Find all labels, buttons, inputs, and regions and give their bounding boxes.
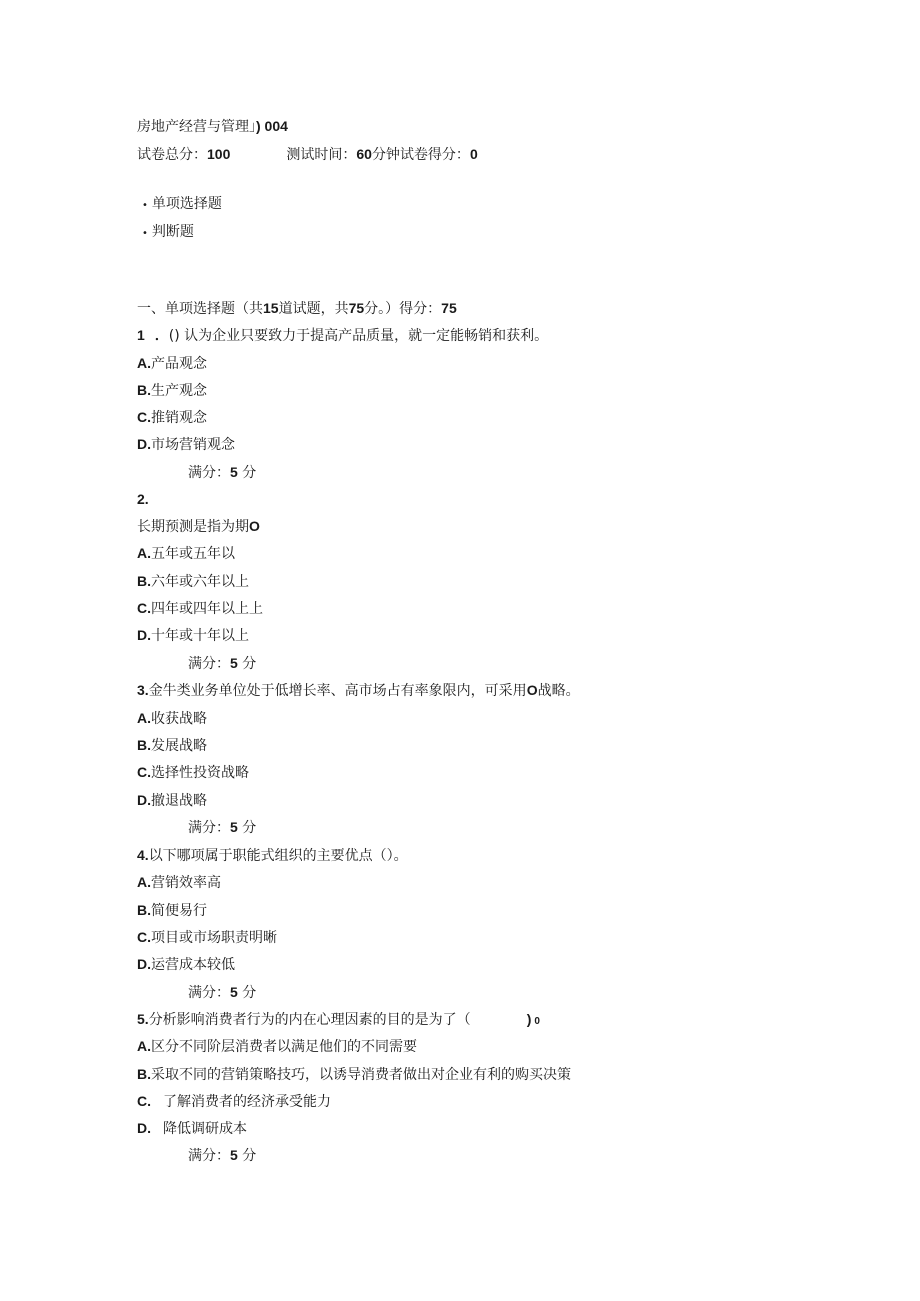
question-number: 4. xyxy=(137,847,149,863)
time-label: 测试时间： xyxy=(286,147,357,163)
section-heading xyxy=(137,298,457,319)
option-key: B. xyxy=(137,573,151,589)
option-key: D. xyxy=(137,792,151,808)
question-1-score xyxy=(188,462,256,483)
section-suffix: 分。）得分： xyxy=(364,301,442,317)
option-text: 市场营销观念 xyxy=(151,437,235,453)
bullet-icon: • xyxy=(142,200,148,211)
option-4d[interactable] xyxy=(137,954,235,975)
option-text: 选择性投资战略 xyxy=(151,765,249,781)
option-key: A. xyxy=(137,545,151,561)
option-4b[interactable] xyxy=(137,900,207,921)
option-text: 运营成本较低 xyxy=(151,957,235,973)
paper-title-code: ) 004 xyxy=(256,118,288,134)
question-text: 长期预测是指为期 xyxy=(137,519,249,535)
question-blank-close: ) xyxy=(526,1011,532,1027)
score-value: 5 xyxy=(230,819,238,835)
question-3 xyxy=(137,680,580,701)
question-blank: O xyxy=(249,518,260,534)
option-text: 降低调研成本 xyxy=(163,1121,247,1137)
option-key: C. xyxy=(137,1093,151,1109)
option-key: B. xyxy=(137,902,151,918)
score-label: 满分： xyxy=(188,465,230,481)
question-text-end: 0 xyxy=(534,1016,540,1027)
paper-info xyxy=(137,144,478,165)
option-text: 十年或十年以上 xyxy=(151,628,249,644)
option-4a[interactable] xyxy=(137,872,221,893)
option-3c[interactable] xyxy=(137,762,249,783)
question-2-score xyxy=(188,653,256,674)
section-score: 75 xyxy=(441,300,457,316)
option-3d[interactable] xyxy=(137,790,207,811)
option-key: D. xyxy=(137,1120,151,1136)
score-unit: 分 xyxy=(242,1148,257,1164)
question-text: 以下哪项属于职能式组织的主要优点（）。 xyxy=(148,848,408,864)
section-mid: 道试题，共 xyxy=(278,301,349,317)
question-dot: ． xyxy=(154,327,169,343)
total-value: 100 xyxy=(207,146,231,162)
option-key: D. xyxy=(137,627,151,643)
option-4c[interactable] xyxy=(137,927,277,948)
option-text: 项目或市场职责明晰 xyxy=(151,930,277,946)
question-text: 分析影响消费者行为的内在心理因素的目的是为了（ xyxy=(148,1012,471,1028)
score-label: 满分： xyxy=(188,985,230,1001)
score-value: 0 xyxy=(469,146,478,162)
option-2b[interactable] xyxy=(137,571,249,592)
option-2a[interactable] xyxy=(137,543,235,564)
option-key: A. xyxy=(137,874,151,890)
paper-title xyxy=(137,116,288,137)
nav-item-label: 判断题 xyxy=(151,224,194,240)
option-text: 简便易行 xyxy=(151,903,207,919)
paper-title-text: 房地产经营与管理」 xyxy=(137,119,256,135)
section-prefix: 一、单项选择题（共 xyxy=(137,301,263,317)
option-1b[interactable] xyxy=(137,380,207,401)
score-value: 5 xyxy=(230,984,238,1000)
option-text: 区分不同阶层消费者以满足他们的不同需要 xyxy=(151,1039,417,1055)
option-key: C. xyxy=(137,929,151,945)
option-5b[interactable] xyxy=(137,1064,571,1085)
question-5-score xyxy=(188,1145,256,1166)
option-key: A. xyxy=(137,355,151,371)
score-unit: 分 xyxy=(242,820,257,836)
option-key: C. xyxy=(137,764,151,780)
option-text: 了解消费者的经济承受能力 xyxy=(163,1094,331,1110)
option-1c[interactable] xyxy=(137,407,207,428)
option-text: 产品观念 xyxy=(151,356,207,372)
option-key: C. xyxy=(137,409,151,425)
question-text-end: 战略。 xyxy=(537,683,580,699)
time-unit: 分钟 xyxy=(371,147,400,163)
score-label: 满分： xyxy=(188,820,230,836)
question-blank: O xyxy=(526,682,538,698)
nav-item-true-false[interactable] xyxy=(142,222,194,244)
option-key: D. xyxy=(137,436,151,452)
question-text: 金牛类业务单位处于低增长率、高市场占有率象限内，可采用 xyxy=(148,683,527,699)
option-text: 六年或六年以上 xyxy=(151,574,249,590)
option-key: B. xyxy=(137,382,151,398)
question-2 xyxy=(137,516,260,537)
option-text: 撤退战略 xyxy=(151,793,207,809)
score-value: 5 xyxy=(230,1147,238,1163)
option-key: A. xyxy=(137,1038,151,1054)
score-value: 5 xyxy=(230,655,238,671)
option-key: C. xyxy=(137,600,151,616)
question-3-score xyxy=(188,817,256,838)
option-text: 生产观念 xyxy=(151,383,207,399)
option-3b[interactable] xyxy=(137,735,207,756)
question-number: 2. xyxy=(137,491,149,507)
score-value: 5 xyxy=(230,464,238,480)
question-4-score xyxy=(188,982,256,1003)
total-label: 试卷总分： xyxy=(137,147,207,163)
time-value: 60 xyxy=(356,146,372,162)
option-5c[interactable] xyxy=(137,1091,331,1112)
option-key: B. xyxy=(137,1066,151,1082)
option-2d[interactable] xyxy=(137,625,249,646)
nav-item-label: 单项选择题 xyxy=(151,196,222,212)
option-text: 营销效率高 xyxy=(151,875,221,891)
question-number: 1 xyxy=(137,327,145,343)
section-count: 15 xyxy=(263,300,279,316)
option-3a[interactable] xyxy=(137,708,207,729)
option-text: 五年或五年以 xyxy=(151,546,235,562)
option-key: A. xyxy=(137,710,151,726)
nav-item-single-choice[interactable] xyxy=(142,194,222,216)
score-unit: 分 xyxy=(242,656,257,672)
question-text: () 认为企业只要致力于提高产品质量，就一定能畅销和获利。 xyxy=(168,328,549,344)
bullet-icon: • xyxy=(142,228,148,239)
score-unit: 分 xyxy=(242,985,257,1001)
option-key: D. xyxy=(137,956,151,972)
option-5a[interactable] xyxy=(137,1036,417,1057)
question-number: 3. xyxy=(137,682,149,698)
question-number: 5. xyxy=(137,1011,149,1027)
score-label: 满分： xyxy=(188,656,230,672)
option-text: 发展战略 xyxy=(151,738,207,754)
question-2-number xyxy=(137,489,149,510)
option-5d[interactable] xyxy=(137,1118,247,1139)
option-2c[interactable] xyxy=(137,598,263,619)
question-5 xyxy=(137,1009,540,1032)
option-text: 收获战略 xyxy=(151,711,207,727)
option-text: 推销观念 xyxy=(151,410,207,426)
option-key: B. xyxy=(137,737,151,753)
option-text: 采取不同的营销策略技巧，以诱导消费者做出对企业有利的购买决策 xyxy=(151,1067,571,1083)
section-points: 75 xyxy=(348,300,365,316)
question-4 xyxy=(137,845,408,866)
score-unit: 分 xyxy=(242,465,257,481)
question-1 xyxy=(137,325,548,346)
option-1a[interactable] xyxy=(137,353,207,374)
option-1d[interactable] xyxy=(137,434,235,455)
option-text: 四年或四年以上上 xyxy=(151,601,263,617)
score-label: 满分： xyxy=(188,1148,230,1164)
score-label: 试卷得分： xyxy=(399,147,470,163)
